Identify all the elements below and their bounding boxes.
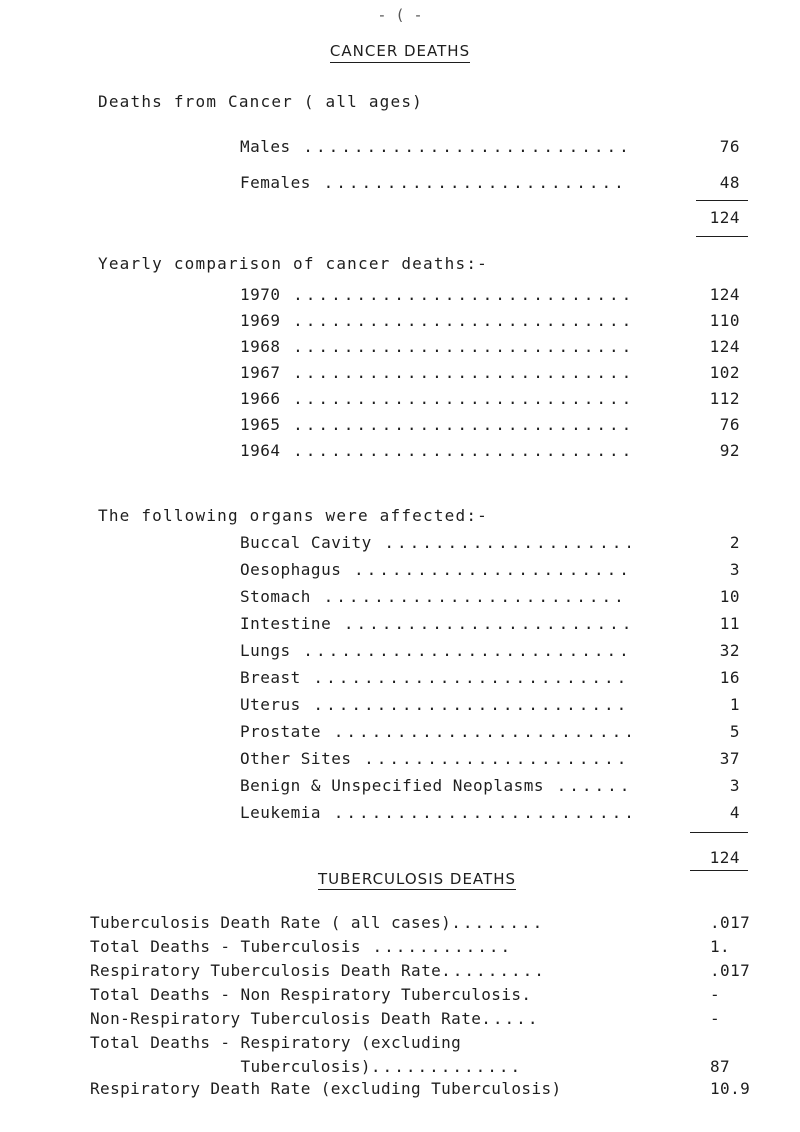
total-rule [696, 236, 748, 237]
deaths-heading: Deaths from Cancer ( all ages) [98, 92, 423, 111]
list-item: 1970 ..... 124 [240, 282, 780, 308]
organs-total: 124 [709, 848, 740, 867]
list-item: 1967 ..... 102 [240, 360, 780, 386]
list-item: Respiratory Death Rate (excluding Tuberculosis) 10.9 [90, 1079, 751, 1098]
list-item: 1964 ..... 92 [240, 438, 780, 464]
page-title: CANCER DEATHS [0, 42, 800, 60]
list-item: 1969 ..... 110 [240, 308, 780, 334]
list-item: Benign & Unspecified Neoplasms ..... 3 [240, 773, 780, 799]
list-item: Males ..... 76 [240, 134, 780, 160]
list-item: Other Sites ..... 37 [240, 746, 780, 772]
list-item: Intestine ..... 11 [240, 611, 780, 637]
list-item: Total Deaths - Non Respiratory Tuberculosis. - [90, 985, 721, 1004]
list-item: Total Deaths - Respiratory (excluding [90, 1033, 462, 1052]
list-item: Uterus ..... 1 [240, 692, 780, 718]
total-rule [690, 832, 748, 833]
list-item: Lungs ..... 32 [240, 638, 780, 664]
list-item: Total Deaths - Tuberculosis ............ 1. [90, 937, 731, 956]
list-item: Tuberculosis Death Rate ( all cases)........ .017 [90, 913, 751, 932]
total-rule [690, 870, 748, 871]
list-item: Non-Respiratory Tuberculosis Death Rate..... - [90, 1009, 721, 1028]
list-item: 1965 ..... 76 [240, 412, 780, 438]
list-item: Females ..... 48 [240, 170, 780, 196]
list-item: Buccal Cavity ..... 2 [240, 530, 780, 556]
deaths-total: 124 [709, 208, 740, 227]
list-item: Prostate ..... 5 [240, 719, 780, 745]
page-number: - ( - [377, 6, 423, 24]
yearly-heading: Yearly comparison of cancer deaths:- [98, 254, 488, 273]
organs-heading: The following organs were affected:- [98, 506, 488, 525]
list-item: Tuberculosis)............. 87 [90, 1057, 731, 1076]
tb-title: TUBERCULOSIS DEATHS [318, 870, 516, 888]
list-item: Respiratory Tuberculosis Death Rate......... .017 [90, 961, 751, 980]
list-item: Leukemia ..... 4 [240, 800, 780, 826]
list-item: Oesophagus ..... 3 [240, 557, 780, 583]
total-rule [696, 200, 748, 201]
list-item: Stomach ..... 10 [240, 584, 780, 610]
list-item: Breast ..... 16 [240, 665, 780, 691]
list-item: 1968 ..... 124 [240, 334, 780, 360]
list-item: 1966 ..... 112 [240, 386, 780, 412]
